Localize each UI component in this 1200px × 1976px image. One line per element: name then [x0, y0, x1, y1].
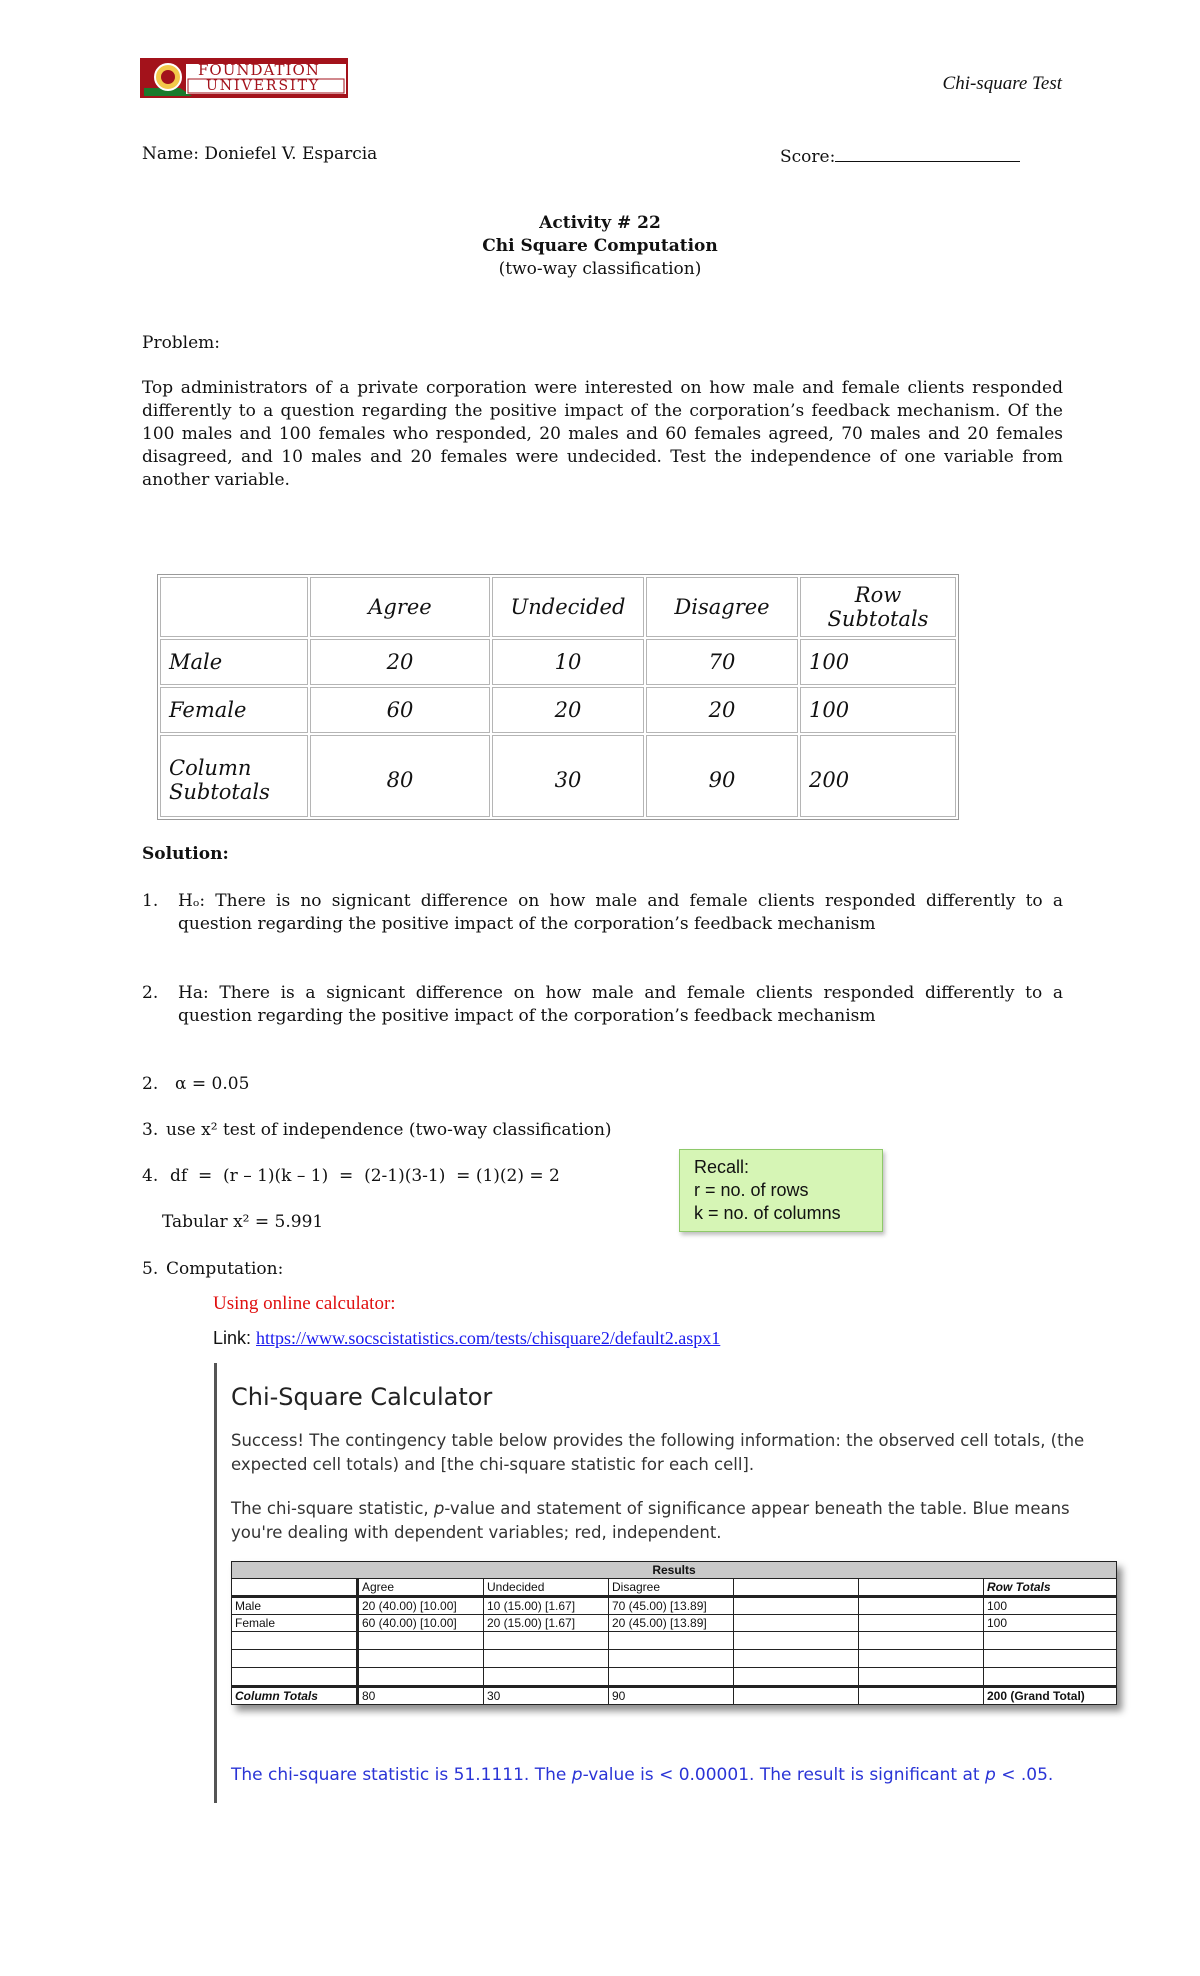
step-text: Computation:	[166, 1259, 284, 1279]
row-label: Male	[160, 639, 308, 685]
results-cell: 60 (40.00) [10.00]	[358, 1615, 484, 1632]
cell-value: 100	[800, 687, 956, 733]
results-grand-total: 200 (Grand Total)	[984, 1687, 1117, 1705]
results-table-wrapper	[231, 1561, 1117, 1705]
results-header-cell: Undecided	[484, 1579, 609, 1597]
step-text: Ha: There is a signicant difference on how male and female clients responded differently to a question regarding the positive impact of the corporation’s feedback mechanism	[178, 983, 1063, 1026]
statement-p-italic: p	[571, 1765, 583, 1785]
statement-text: The chi-square statistic is 51.1111. The	[231, 1765, 572, 1785]
statement-text: -value is < 0.00001. The result is significant at	[582, 1765, 985, 1785]
results-total-cell: 90	[609, 1687, 734, 1705]
score-label: Score:	[780, 147, 836, 167]
explanation-text: -value and statement of significance appear beneath the table. Blue means you're dealing with dependent variables; red, independent.	[231, 1499, 1070, 1542]
step-text: Tabular x² = 5.991	[162, 1212, 324, 1232]
cell-value: 20	[492, 687, 644, 733]
header-cell-row-subtotals: Row Subtotals	[800, 577, 956, 637]
step-number: 5.	[142, 1259, 159, 1279]
results-cell	[859, 1615, 984, 1632]
calculator-title: Chi-Square Calculator	[231, 1383, 493, 1411]
results-row	[232, 1615, 1117, 1632]
explanation-text: The chi-square statistic,	[231, 1499, 434, 1518]
document-header-title: Chi-square Test	[942, 73, 1062, 94]
cell-value: 20	[310, 639, 490, 685]
table-row	[160, 735, 956, 817]
results-empty-row	[232, 1650, 1117, 1668]
statement-text: < .05.	[995, 1765, 1054, 1785]
recall-line-columns: k = no. of columns	[694, 1203, 841, 1223]
results-header-cell	[232, 1579, 358, 1597]
score-field	[780, 143, 1020, 169]
results-totals-row	[232, 1687, 1117, 1705]
recall-line-rows: r = no. of rows	[694, 1180, 809, 1200]
online-calculator-heading: Using online calculator:	[213, 1293, 396, 1314]
results-cell: 100	[984, 1615, 1117, 1632]
results-header-row	[232, 1579, 1117, 1597]
results-header-cell	[734, 1579, 859, 1597]
logo-line-1: FOUNDATION	[198, 61, 320, 79]
results-cell: 20 (15.00) [1.67]	[484, 1615, 609, 1632]
table-row	[160, 687, 956, 733]
results-header-cell: Agree	[358, 1579, 484, 1597]
recall-note	[679, 1149, 883, 1232]
university-logo	[140, 58, 348, 98]
problem-text: Top administrators of a private corporation were interested on how male and female clients responded differently to a question regarding the positive impact of the corporation’s feedback mechanism. Of the 100 males and 100 females who responded, 20 males and 60 females agreed, 70 males and 20 females disagreed, and 10 males and 20 females were undecided. Test the independence of one variable from another variable.	[142, 378, 1063, 490]
cell-value: 200	[800, 735, 956, 817]
results-cell	[734, 1597, 859, 1615]
results-cell: 10 (15.00) [1.67]	[484, 1597, 609, 1615]
results-totals-label: Column Totals	[232, 1687, 358, 1705]
student-name: Name: Doniefel V. Esparcia	[142, 144, 378, 164]
table-header-row	[160, 577, 956, 637]
header-cell-undecided: Undecided	[492, 577, 644, 637]
results-header-cell: Disagree	[609, 1579, 734, 1597]
statement-p-italic: p	[985, 1765, 996, 1785]
explanation-p-italic: p	[433, 1499, 445, 1518]
activity-subtitle: (two-way classification)	[498, 259, 702, 279]
results-row	[232, 1597, 1117, 1615]
cell-value: 30	[492, 735, 644, 817]
results-table	[231, 1561, 1117, 1705]
cell-value: 60	[310, 687, 490, 733]
results-cell: 20 (40.00) [10.00]	[358, 1597, 484, 1615]
activity-number: Activity # 22	[539, 213, 661, 233]
results-cell: Male	[232, 1597, 358, 1615]
step-number: 2.	[142, 983, 159, 1003]
step-text: α = 0.05	[175, 1074, 250, 1094]
logo-line-2: UNIVERSITY	[206, 78, 321, 94]
step-number: 1.	[142, 891, 159, 911]
calculator-description: Success! The contingency table below provides the following information: the observed cell totals, (the expected cell totals) and [the chi-square statistic for each cell].	[231, 1431, 1085, 1474]
solution-label: Solution:	[142, 844, 229, 864]
step-number: 2.	[142, 1074, 159, 1094]
results-total-cell	[734, 1687, 859, 1705]
link-label: Link:	[213, 1328, 257, 1348]
results-cell	[734, 1615, 859, 1632]
header-cell-empty	[160, 577, 308, 637]
results-cell: 70 (45.00) [13.89]	[609, 1597, 734, 1615]
results-cell	[859, 1597, 984, 1615]
table-row	[160, 639, 956, 685]
score-blank-line	[835, 143, 1020, 162]
calculator-link[interactable]: https://www.socscistatistics.com/tests/chisquare2/default2.aspx1	[256, 1328, 721, 1348]
step-text: Hₒ: There is no signicant difference on how male and female clients responded differently to a question regarding the positive impact of the corporation’s feedback mechanism	[178, 891, 1063, 934]
step-number: 3.	[142, 1120, 159, 1140]
cell-value: 70	[646, 639, 798, 685]
results-cell: Female	[232, 1615, 358, 1632]
contingency-table	[157, 574, 959, 820]
cell-value: 90	[646, 735, 798, 817]
problem-label: Problem:	[142, 333, 221, 353]
results-cell: 100	[984, 1597, 1117, 1615]
results-header-cell	[859, 1579, 984, 1597]
cell-value: 10	[492, 639, 644, 685]
cell-value: 20	[646, 687, 798, 733]
header-cell-disagree: Disagree	[646, 577, 798, 637]
row-label: Column Subtotals	[160, 735, 308, 817]
results-total-cell	[859, 1687, 984, 1705]
header-cell-agree: Agree	[310, 577, 490, 637]
results-empty-row	[232, 1632, 1117, 1650]
activity-title-block	[0, 212, 1200, 281]
row-label: Female	[160, 687, 308, 733]
cell-value: 100	[800, 639, 956, 685]
step-text: use x² test of independence (two-way classification)	[166, 1120, 612, 1140]
results-cell: 20 (45.00) [13.89]	[609, 1615, 734, 1632]
link-line	[213, 1328, 720, 1349]
step-text: df = (r – 1)(k – 1) = (2-1)(3-1) = (1)(2) = 2	[170, 1166, 560, 1186]
results-total-cell: 30	[484, 1687, 609, 1705]
cell-value: 80	[310, 735, 490, 817]
results-total-cell: 80	[358, 1687, 484, 1705]
results-empty-row	[232, 1668, 1117, 1687]
results-title-row	[232, 1562, 1117, 1579]
calculator-explanation	[231, 1497, 1111, 1545]
activity-title: Chi Square Computation	[482, 236, 718, 256]
chi-square-result-statement	[231, 1765, 1053, 1785]
results-header-cell: Row Totals	[984, 1579, 1117, 1597]
results-title: Results	[232, 1562, 1117, 1579]
recall-title: Recall:	[694, 1157, 750, 1177]
step-number: 4.	[142, 1166, 159, 1186]
